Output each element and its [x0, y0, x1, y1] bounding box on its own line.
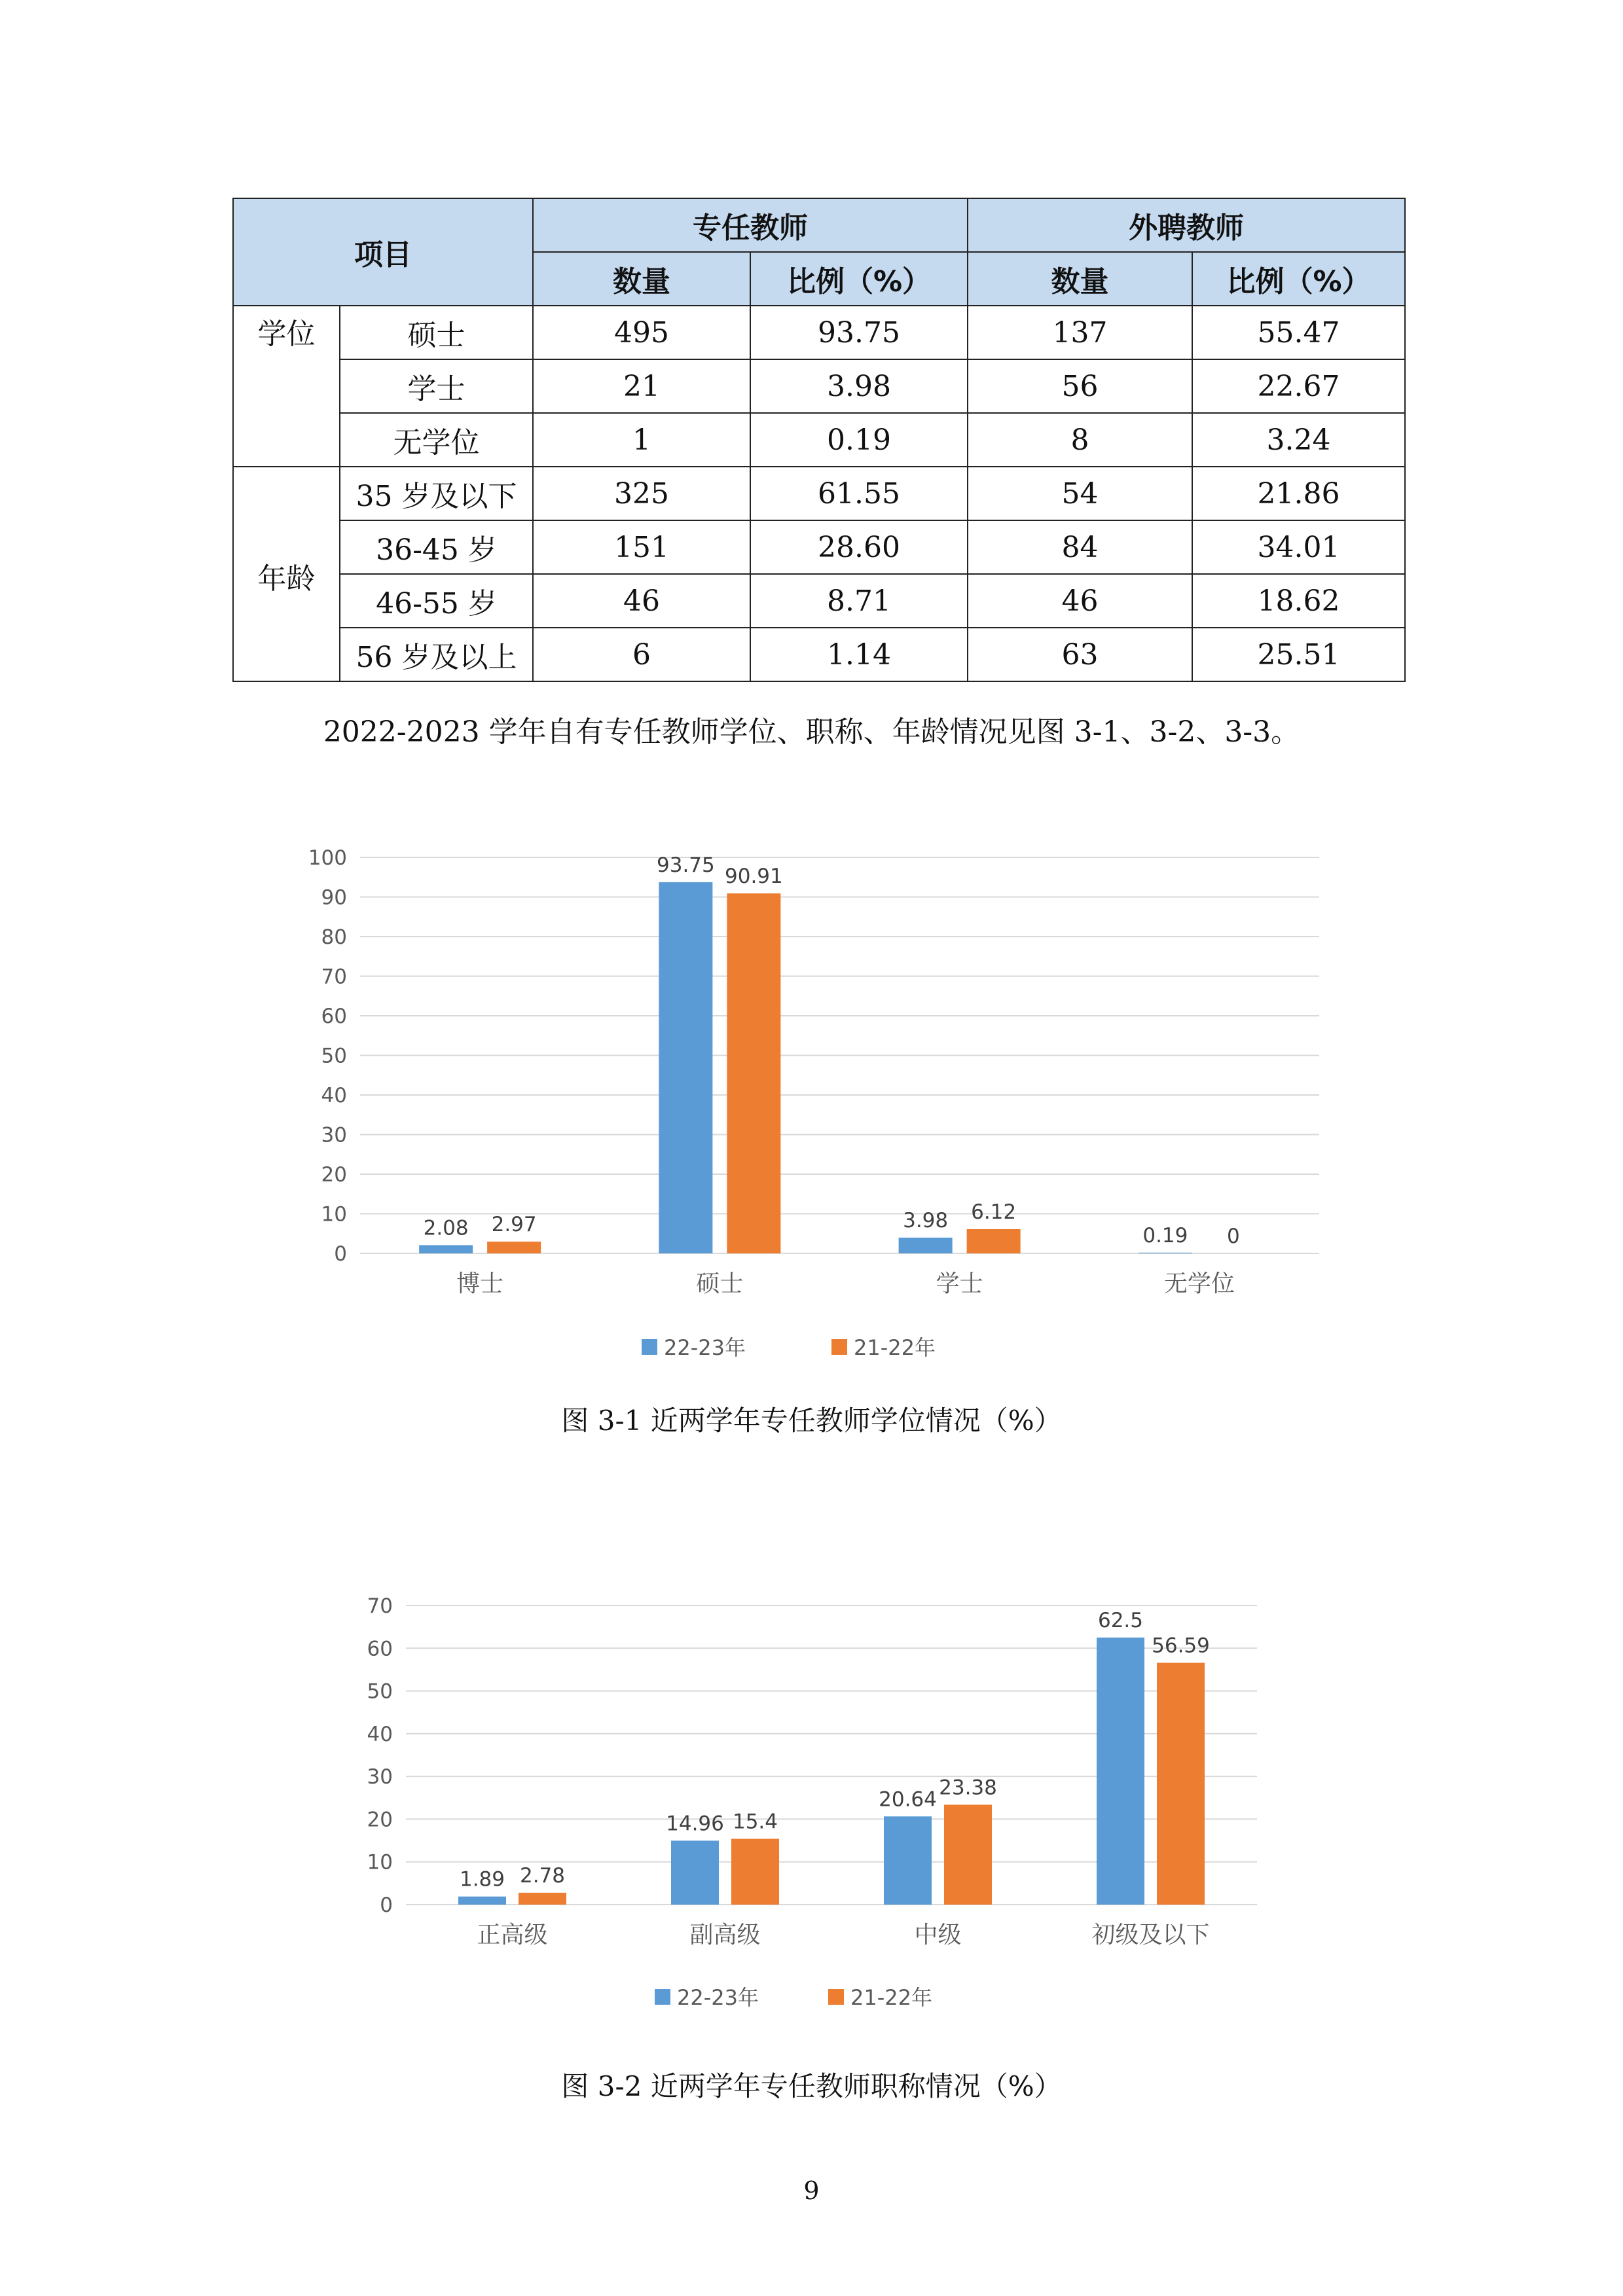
- y-tick-label: 40: [367, 1722, 393, 1746]
- row-name: 36-45 岁: [340, 520, 533, 574]
- teacher-stats-table: [232, 198, 1406, 682]
- row-name: 无学位: [340, 413, 533, 467]
- table-row: [233, 520, 1405, 574]
- x-tick-label: 无学位: [1163, 1270, 1235, 1297]
- row-name: 学士: [340, 359, 533, 413]
- ft-count: 495: [533, 306, 750, 359]
- bar: [659, 882, 712, 1253]
- ft-ratio: 93.75: [750, 306, 968, 359]
- y-tick-label: 10: [367, 1850, 393, 1874]
- ex-count: 54: [968, 467, 1192, 520]
- legend-swatch: [828, 1989, 844, 2005]
- x-tick-label: 博士: [456, 1270, 504, 1297]
- row-name: 35 岁及以下: [340, 467, 533, 520]
- header-item: 项目: [233, 198, 533, 306]
- ft-ratio: 8.71: [750, 574, 968, 628]
- data-label: 3.98: [903, 1208, 949, 1232]
- page-number: 9: [803, 2176, 820, 2205]
- ft-count: 151: [533, 520, 750, 574]
- legend-swatch: [655, 1989, 670, 2005]
- bar: [884, 1816, 932, 1905]
- table-row: [233, 628, 1405, 681]
- ex-ratio: 18.62: [1192, 574, 1405, 628]
- x-tick-label: 学士: [936, 1270, 983, 1297]
- y-tick-label: 90: [321, 886, 347, 910]
- legend-label: 21-22年: [854, 1335, 936, 1360]
- ex-count: 8: [968, 413, 1192, 467]
- table-row: [233, 306, 1405, 359]
- legend-label: 21-22年: [850, 1985, 932, 2010]
- table-header-row: [233, 198, 1405, 252]
- table-row: [233, 359, 1405, 413]
- y-tick-label: 30: [321, 1123, 347, 1147]
- bar: [419, 1245, 473, 1253]
- bar: [519, 1893, 566, 1905]
- ft-count: 325: [533, 467, 750, 520]
- y-tick-label: 0: [334, 1242, 347, 1266]
- title-rank-chart-svg: [340, 1584, 1296, 2036]
- y-tick-label: 60: [321, 1005, 347, 1028]
- ex-count: 56: [968, 359, 1192, 413]
- bar: [1157, 1663, 1205, 1905]
- x-tick-label: 中级: [914, 1922, 962, 1948]
- table-row: [233, 467, 1405, 520]
- y-tick-label: 100: [308, 846, 347, 870]
- ft-count: 46: [533, 574, 750, 628]
- data-label: 90.91: [725, 864, 783, 888]
- bar: [487, 1242, 541, 1253]
- legend-label: 22-23年: [664, 1335, 746, 1360]
- y-tick-label: 10: [321, 1202, 347, 1227]
- x-tick-label: 副高级: [689, 1922, 761, 1948]
- legend-swatch: [831, 1339, 847, 1355]
- ft-count: 1: [533, 413, 750, 467]
- ex-ratio: 34.01: [1192, 520, 1405, 574]
- figure1-caption: 图 3-1 近两学年专任教师学位情况（%）: [561, 1405, 1062, 1437]
- x-tick-label: 初级及以下: [1091, 1922, 1210, 1948]
- data-label: 14.96: [666, 1812, 724, 1836]
- bar: [967, 1229, 1021, 1253]
- data-label: 1.89: [459, 1867, 505, 1892]
- data-label: 62.5: [1097, 1608, 1144, 1632]
- bar: [944, 1804, 992, 1905]
- header-ft-ratio: 比例（%）: [750, 252, 968, 306]
- legend-label: 22-23年: [677, 1985, 759, 2010]
- y-tick-label: 50: [321, 1044, 347, 1068]
- ex-ratio: 21.86: [1192, 467, 1405, 520]
- section-label-degree: 学位: [233, 306, 340, 467]
- section-label-age: 年龄: [233, 467, 340, 681]
- y-tick-label: 0: [380, 1893, 393, 1917]
- ft-ratio: 3.98: [750, 359, 968, 413]
- y-tick-label: 30: [367, 1765, 393, 1789]
- ex-ratio: 3.24: [1192, 413, 1405, 467]
- bar: [671, 1840, 719, 1905]
- ft-ratio: 28.60: [750, 520, 968, 574]
- ex-ratio: 25.51: [1192, 628, 1405, 681]
- figure2-caption: 图 3-2 近两学年专任教师职称情况（%）: [561, 2070, 1062, 2102]
- data-label: 0: [1227, 1225, 1240, 1248]
- ex-count: 137: [968, 306, 1192, 359]
- degree-chart-svg: [275, 831, 1349, 1394]
- ft-ratio: 0.19: [750, 413, 968, 467]
- header-ex-count: 数量: [968, 252, 1192, 306]
- data-label: 20.64: [879, 1787, 937, 1812]
- data-label: 93.75: [657, 853, 715, 877]
- y-tick-label: 20: [367, 1808, 393, 1832]
- ex-ratio: 55.47: [1192, 306, 1405, 359]
- bar: [731, 1839, 779, 1905]
- row-name: 56 岁及以上: [340, 628, 533, 681]
- x-tick-label: 硕士: [696, 1270, 744, 1297]
- ft-ratio: 61.55: [750, 467, 968, 520]
- intro-paragraph: 2022-2023 学年自有专任教师学位、职称、年龄情况见图 3-1、3-2、3-3。: [323, 715, 1300, 749]
- data-label: 23.38: [939, 1776, 997, 1800]
- ex-count: 84: [968, 520, 1192, 574]
- data-label: 15.4: [732, 1810, 778, 1834]
- y-tick-label: 60: [367, 1637, 393, 1661]
- legend-swatch: [642, 1339, 657, 1355]
- y-tick-label: 50: [367, 1679, 393, 1704]
- data-label: 2.97: [491, 1213, 537, 1237]
- degree-chart: [275, 831, 1349, 1397]
- ex-count: 63: [968, 628, 1192, 681]
- bar: [458, 1897, 506, 1905]
- data-label: 2.08: [423, 1216, 469, 1240]
- header-full-time: 专任教师: [533, 198, 968, 252]
- y-tick-label: 70: [321, 965, 347, 989]
- ft-ratio: 1.14: [750, 628, 968, 681]
- bar: [727, 893, 780, 1253]
- table-row: [233, 574, 1405, 628]
- y-tick-label: 40: [321, 1084, 347, 1107]
- row-name: 硕士: [340, 306, 533, 359]
- data-label: 6.12: [971, 1200, 1017, 1224]
- bar: [1097, 1638, 1144, 1905]
- ft-count: 6: [533, 628, 750, 681]
- ft-count: 21: [533, 359, 750, 413]
- bar: [899, 1238, 953, 1253]
- header-ex-ratio: 比例（%）: [1192, 252, 1405, 306]
- title-rank-chart: [340, 1584, 1296, 2038]
- y-tick-label: 20: [321, 1163, 347, 1187]
- ex-ratio: 22.67: [1192, 359, 1405, 413]
- table-row: [233, 413, 1405, 467]
- header-external: 外聘教师: [968, 198, 1405, 252]
- data-label: 56.59: [1152, 1634, 1210, 1658]
- data-label: 2.78: [519, 1863, 566, 1888]
- ex-count: 46: [968, 574, 1192, 628]
- row-name: 46-55 岁: [340, 574, 533, 628]
- x-tick-label: 正高级: [477, 1922, 548, 1948]
- y-tick-label: 80: [321, 925, 347, 949]
- y-tick-label: 70: [367, 1594, 393, 1618]
- header-ft-count: 数量: [533, 252, 750, 306]
- data-label: 0.19: [1142, 1223, 1188, 1247]
